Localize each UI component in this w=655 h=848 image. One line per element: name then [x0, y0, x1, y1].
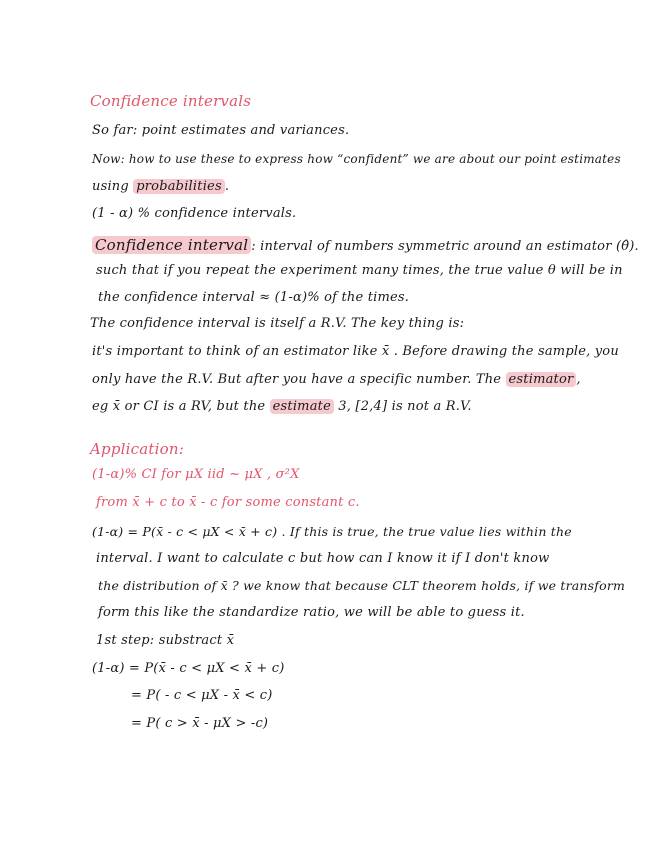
note-line: the distribution of x̄ ? we know that because CLT theorem holds, if we transform [98, 578, 626, 593]
equation-line: = P( - c < μX - x̄ < c) [131, 688, 273, 703]
note-line: form this like the standardize ratio, we will be able to guess it. [98, 605, 525, 620]
note-text: 3, [2,4] is not a R.V. [333, 399, 472, 414]
note-line: interval. I want to calculate c but how can I know it if I don't know [96, 551, 550, 566]
note-line: (1-α) = P(x̄ - c < μX < x̄ + c) . If this is true, the true value lies within the [92, 524, 572, 539]
note-line: it's important to think of an estimator like x̄ . Before drawing the sample, you [92, 344, 619, 359]
highlighted-term: probabilities [133, 179, 225, 194]
note-line: the confidence interval ≈ (1-α)% of the times. [98, 290, 410, 305]
application-title: Application: [90, 440, 184, 458]
equation-line: (1-α) = P(x̄ - c < μX < x̄ + c) [92, 661, 285, 676]
note-text: eg x̄ or CI is a RV, but the [92, 399, 270, 414]
equation-line: = P( c > x̄ - μX > -c) [131, 716, 269, 731]
note-text: using [92, 179, 134, 194]
note-line: such that if you repeat the experiment many times, the true value θ will be in [96, 263, 623, 278]
note-line [92, 399, 472, 414]
note-line: The confidence interval is itself a R.V. The key thing is: [90, 316, 465, 331]
accent-line: (1-α)% CI for μX iid ~ μX , σ²X [92, 467, 300, 482]
note-line [92, 372, 581, 387]
note-text: only have the R.V. But after you have a specific number. The [92, 372, 506, 387]
note-text: : interval of numbers symmetric around an estimator (θ̂). [251, 239, 639, 254]
note-text: , [576, 372, 581, 387]
highlighted-term: estimator [506, 372, 577, 387]
notes-title: Confidence intervals [90, 92, 252, 110]
highlighted-term: Confidence interval [92, 236, 251, 254]
note-text: . [224, 179, 230, 194]
note-line: Now: how to use these to express how “confident” we are about our point estimates [92, 152, 621, 166]
note-line: So far: point estimates and variances. [92, 123, 350, 138]
accent-line: from x̄ + c to x̄ - c for some constant c. [96, 495, 360, 510]
note-line: (1 - α) % confidence intervals. [92, 206, 297, 221]
note-line: 1st step: substract x̄ [96, 633, 235, 648]
highlighted-term: estimate [270, 399, 334, 414]
note-line [92, 236, 639, 254]
note-line [92, 179, 229, 194]
